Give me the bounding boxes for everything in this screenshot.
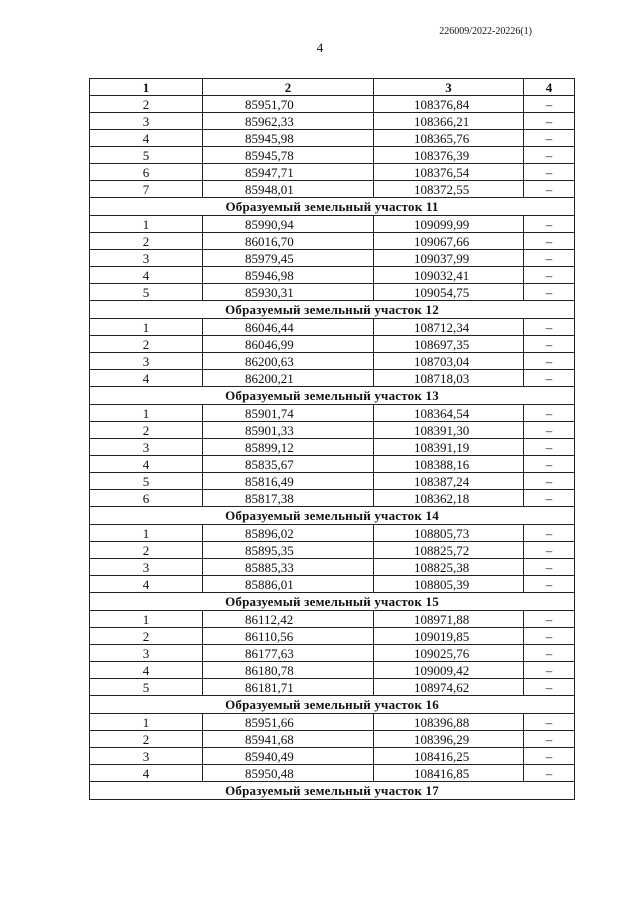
table-row	[90, 233, 575, 250]
note-cell: –	[524, 250, 575, 267]
note-cell: –	[524, 576, 575, 593]
table-row	[90, 559, 575, 576]
section-title-row	[90, 301, 575, 319]
x-coordinate-cell: 85962,33	[203, 113, 374, 130]
y-coordinate-cell: 108825,72	[374, 542, 524, 559]
y-coordinate-cell: 108703,04	[374, 353, 524, 370]
note-cell: –	[524, 267, 575, 284]
y-coordinate-cell: 109067,66	[374, 233, 524, 250]
x-coordinate-cell: 85895,35	[203, 542, 374, 559]
x-coordinate-cell: 85896,02	[203, 525, 374, 542]
point-number-cell: 1	[90, 525, 203, 542]
section-title: Образуемый земельный участок 11	[90, 198, 575, 216]
note-cell: –	[524, 96, 575, 113]
y-coordinate-cell: 109099,99	[374, 216, 524, 233]
section-title-row	[90, 782, 575, 800]
x-coordinate-cell: 85951,70	[203, 96, 374, 113]
y-coordinate-cell: 108396,88	[374, 714, 524, 731]
note-cell: –	[524, 628, 575, 645]
y-coordinate-cell: 108372,55	[374, 181, 524, 198]
section-title: Образуемый земельный участок 15	[90, 593, 575, 611]
note-cell: –	[524, 439, 575, 456]
x-coordinate-cell: 86046,44	[203, 319, 374, 336]
page-number: 4	[316, 40, 324, 55]
table-row	[90, 456, 575, 473]
table-row	[90, 216, 575, 233]
y-coordinate-cell: 108697,35	[374, 336, 524, 353]
x-coordinate-cell: 85886,01	[203, 576, 374, 593]
y-coordinate-cell: 109025,76	[374, 645, 524, 662]
table-row	[90, 336, 575, 353]
point-number-cell: 1	[90, 319, 203, 336]
point-number-cell: 4	[90, 370, 203, 387]
x-coordinate-cell: 85950,48	[203, 765, 374, 782]
note-cell: –	[524, 490, 575, 507]
point-number-cell: 2	[90, 233, 203, 250]
y-coordinate-cell: 109019,85	[374, 628, 524, 645]
x-coordinate-cell: 85901,33	[203, 422, 374, 439]
table-row	[90, 130, 575, 147]
note-cell: –	[524, 662, 575, 679]
x-coordinate-cell: 86180,78	[203, 662, 374, 679]
coordinates-table	[89, 78, 575, 800]
y-coordinate-cell: 108971,88	[374, 611, 524, 628]
table-row	[90, 250, 575, 267]
table-row	[90, 645, 575, 662]
note-cell: –	[524, 679, 575, 696]
note-cell: –	[524, 405, 575, 422]
x-coordinate-cell: 85947,71	[203, 164, 374, 181]
point-number-cell: 1	[90, 714, 203, 731]
point-number-cell: 1	[90, 405, 203, 422]
table-row	[90, 370, 575, 387]
point-number-cell: 6	[90, 490, 203, 507]
point-number-cell: 4	[90, 267, 203, 284]
point-number-cell: 5	[90, 679, 203, 696]
x-coordinate-cell: 85930,31	[203, 284, 374, 301]
y-coordinate-cell: 108718,03	[374, 370, 524, 387]
table-row	[90, 748, 575, 765]
y-coordinate-cell: 108805,39	[374, 576, 524, 593]
y-coordinate-cell: 109009,42	[374, 662, 524, 679]
table-row	[90, 147, 575, 164]
x-coordinate-cell: 85979,45	[203, 250, 374, 267]
point-number-cell: 3	[90, 559, 203, 576]
note-cell: –	[524, 559, 575, 576]
y-coordinate-cell: 108416,85	[374, 765, 524, 782]
point-number-cell: 5	[90, 284, 203, 301]
y-coordinate-cell: 108391,30	[374, 422, 524, 439]
note-cell: –	[524, 473, 575, 490]
column-header-3: 3	[374, 79, 524, 96]
note-cell: –	[524, 233, 575, 250]
point-number-cell: 1	[90, 611, 203, 628]
y-coordinate-cell: 108362,18	[374, 490, 524, 507]
table-row	[90, 439, 575, 456]
y-coordinate-cell: 108712,34	[374, 319, 524, 336]
note-cell: –	[524, 542, 575, 559]
note-cell: –	[524, 422, 575, 439]
note-cell: –	[524, 147, 575, 164]
x-coordinate-cell: 86016,70	[203, 233, 374, 250]
point-number-cell: 2	[90, 422, 203, 439]
point-number-cell: 3	[90, 113, 203, 130]
y-coordinate-cell: 108366,21	[374, 113, 524, 130]
x-coordinate-cell: 86200,21	[203, 370, 374, 387]
x-coordinate-cell: 86046,99	[203, 336, 374, 353]
table-row	[90, 490, 575, 507]
point-number-cell: 3	[90, 645, 203, 662]
point-number-cell: 6	[90, 164, 203, 181]
y-coordinate-cell: 108416,25	[374, 748, 524, 765]
x-coordinate-cell: 85885,33	[203, 559, 374, 576]
column-header-2: 2	[203, 79, 374, 96]
y-coordinate-cell: 108376,54	[374, 164, 524, 181]
y-coordinate-cell: 108387,24	[374, 473, 524, 490]
point-number-cell: 5	[90, 473, 203, 490]
table-row	[90, 731, 575, 748]
y-coordinate-cell: 109037,99	[374, 250, 524, 267]
x-coordinate-cell: 85816,49	[203, 473, 374, 490]
table-row	[90, 113, 575, 130]
point-number-cell: 3	[90, 353, 203, 370]
note-cell: –	[524, 525, 575, 542]
y-coordinate-cell: 108365,76	[374, 130, 524, 147]
table-row	[90, 405, 575, 422]
coordinates-table-body	[90, 79, 575, 800]
point-number-cell: 4	[90, 456, 203, 473]
y-coordinate-cell: 108391,19	[374, 439, 524, 456]
y-coordinate-cell: 108376,39	[374, 147, 524, 164]
section-title-row	[90, 198, 575, 216]
table-row	[90, 319, 575, 336]
note-cell: –	[524, 611, 575, 628]
y-coordinate-cell: 108364,54	[374, 405, 524, 422]
column-header-4: 4	[524, 79, 575, 96]
point-number-cell: 7	[90, 181, 203, 198]
point-number-cell: 2	[90, 336, 203, 353]
table-header-row	[90, 79, 575, 96]
table-row	[90, 164, 575, 181]
section-title: Образуемый земельный участок 12	[90, 301, 575, 319]
point-number-cell: 2	[90, 628, 203, 645]
table-row	[90, 662, 575, 679]
x-coordinate-cell: 85945,78	[203, 147, 374, 164]
x-coordinate-cell: 85951,66	[203, 714, 374, 731]
note-cell: –	[524, 731, 575, 748]
y-coordinate-cell: 108396,29	[374, 731, 524, 748]
point-number-cell: 4	[90, 662, 203, 679]
note-cell: –	[524, 130, 575, 147]
y-coordinate-cell: 108825,38	[374, 559, 524, 576]
table-row	[90, 542, 575, 559]
point-number-cell: 4	[90, 130, 203, 147]
table-row	[90, 284, 575, 301]
y-coordinate-cell: 109032,41	[374, 267, 524, 284]
point-number-cell: 2	[90, 96, 203, 113]
section-title: Образуемый земельный участок 13	[90, 387, 575, 405]
note-cell: –	[524, 353, 575, 370]
note-cell: –	[524, 765, 575, 782]
point-number-cell: 2	[90, 542, 203, 559]
x-coordinate-cell: 86181,71	[203, 679, 374, 696]
y-coordinate-cell: 108805,73	[374, 525, 524, 542]
table-row	[90, 353, 575, 370]
section-title: Образуемый земельный участок 16	[90, 696, 575, 714]
section-title-row	[90, 593, 575, 611]
section-title: Образуемый земельный участок 17	[90, 782, 575, 800]
x-coordinate-cell: 85899,12	[203, 439, 374, 456]
note-cell: –	[524, 164, 575, 181]
table-row	[90, 96, 575, 113]
point-number-cell: 3	[90, 439, 203, 456]
note-cell: –	[524, 748, 575, 765]
note-cell: –	[524, 645, 575, 662]
x-coordinate-cell: 85817,38	[203, 490, 374, 507]
table-row	[90, 628, 575, 645]
x-coordinate-cell: 85946,98	[203, 267, 374, 284]
section-title-row	[90, 507, 575, 525]
x-coordinate-cell: 85835,67	[203, 456, 374, 473]
note-cell: –	[524, 284, 575, 301]
x-coordinate-cell: 85901,74	[203, 405, 374, 422]
y-coordinate-cell: 108376,84	[374, 96, 524, 113]
point-number-cell: 5	[90, 147, 203, 164]
table-row	[90, 576, 575, 593]
point-number-cell: 4	[90, 576, 203, 593]
x-coordinate-cell: 85941,68	[203, 731, 374, 748]
y-coordinate-cell: 109054,75	[374, 284, 524, 301]
section-title-row	[90, 696, 575, 714]
x-coordinate-cell: 86112,42	[203, 611, 374, 628]
y-coordinate-cell: 108974,62	[374, 679, 524, 696]
note-cell: –	[524, 113, 575, 130]
table-row	[90, 714, 575, 731]
note-cell: –	[524, 336, 575, 353]
x-coordinate-cell: 85945,98	[203, 130, 374, 147]
table-row	[90, 765, 575, 782]
section-title: Образуемый земельный участок 14	[90, 507, 575, 525]
point-number-cell: 3	[90, 748, 203, 765]
table-row	[90, 267, 575, 284]
table-row	[90, 679, 575, 696]
x-coordinate-cell: 86110,56	[203, 628, 374, 645]
table-row	[90, 473, 575, 490]
note-cell: –	[524, 319, 575, 336]
x-coordinate-cell: 85948,01	[203, 181, 374, 198]
x-coordinate-cell: 85990,94	[203, 216, 374, 233]
note-cell: –	[524, 370, 575, 387]
x-coordinate-cell: 85940,49	[203, 748, 374, 765]
point-number-cell: 1	[90, 216, 203, 233]
document-number: 226009/2022-20226(1)	[439, 26, 532, 37]
note-cell: –	[524, 714, 575, 731]
point-number-cell: 2	[90, 731, 203, 748]
x-coordinate-cell: 86177,63	[203, 645, 374, 662]
column-header-1: 1	[90, 79, 203, 96]
y-coordinate-cell: 108388,16	[374, 456, 524, 473]
point-number-cell: 3	[90, 250, 203, 267]
x-coordinate-cell: 86200,63	[203, 353, 374, 370]
table-row	[90, 525, 575, 542]
table-row	[90, 181, 575, 198]
note-cell: –	[524, 456, 575, 473]
note-cell: –	[524, 181, 575, 198]
point-number-cell: 4	[90, 765, 203, 782]
note-cell: –	[524, 216, 575, 233]
section-title-row	[90, 387, 575, 405]
table-row	[90, 422, 575, 439]
table-row	[90, 611, 575, 628]
